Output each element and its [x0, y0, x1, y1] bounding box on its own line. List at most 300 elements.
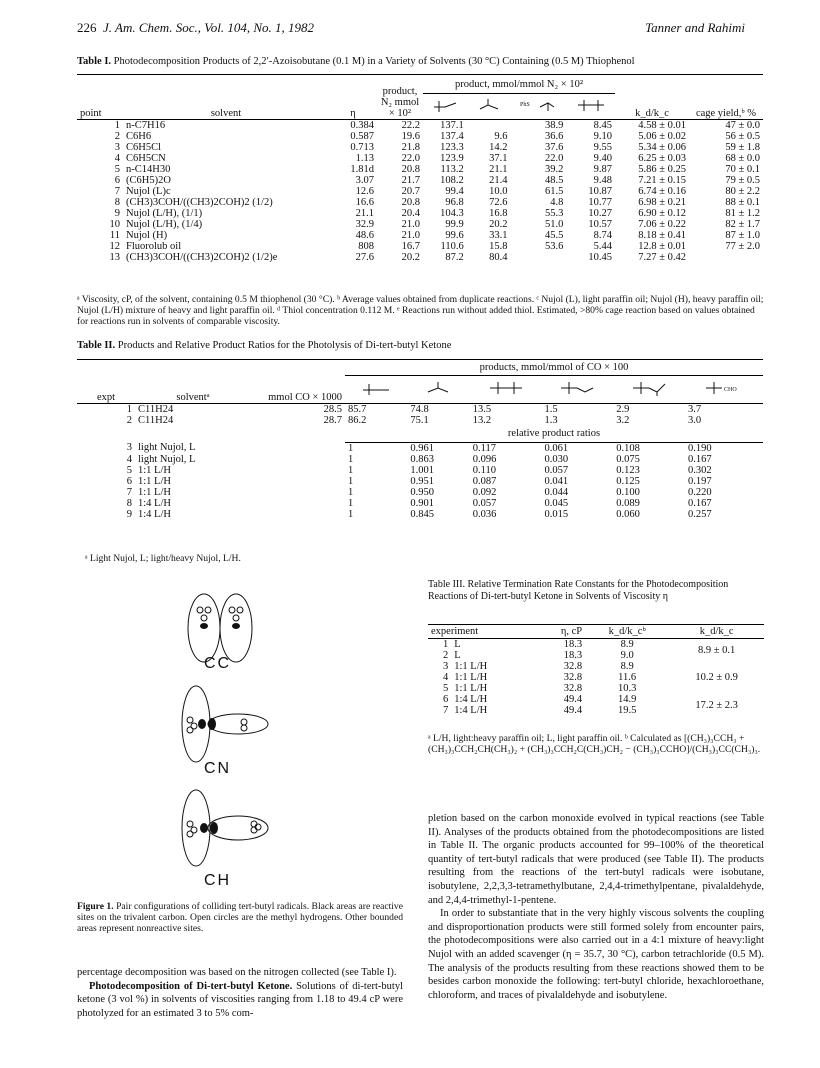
- t2-cell: 0.030: [544, 453, 569, 465]
- t1-cell: 37.1: [489, 153, 508, 164]
- t1-cell: 0.384: [350, 120, 374, 131]
- t1-cell: 87 ± 1.0: [725, 230, 760, 241]
- radical-pairs-diagram: [150, 586, 290, 906]
- isobutylene-icon: [407, 376, 469, 404]
- t1-cell: 37.6: [544, 142, 564, 153]
- table-row: [77, 219, 763, 230]
- t1-cell: 1.13: [355, 153, 374, 164]
- t2-cell: 1: [126, 404, 132, 415]
- t1-cell: 9.55: [593, 142, 612, 153]
- t1-cell: 36.6: [544, 131, 564, 142]
- t1-cell: 9.10: [593, 131, 612, 142]
- page-number: 226: [77, 20, 97, 35]
- table-row: [77, 131, 763, 142]
- t3-cell: 14.9: [617, 694, 637, 705]
- t3-cell: 18.3: [563, 650, 583, 661]
- t2-cell: 0.057: [472, 497, 497, 509]
- t2-cell: 1:4 L/H: [138, 497, 171, 509]
- t1-cell: 77 ± 2.0: [725, 241, 760, 252]
- t1-cell: (CH3)3COH/((CH3)2COH)2 (1/2): [126, 197, 273, 208]
- t1-cell: 22.2: [401, 120, 420, 131]
- t2-cell: 1: [348, 486, 354, 498]
- t1-cell: 7.27 ± 0.42: [638, 252, 686, 263]
- t1-cell: 55.3: [544, 208, 564, 219]
- t1-cell: 8.45: [593, 120, 612, 131]
- t1-cell: 20.2: [401, 252, 420, 263]
- t2-cell: 28.7: [323, 415, 342, 426]
- t1-cell: 108.2: [440, 175, 464, 186]
- t2-cell: 0.961: [410, 442, 434, 454]
- table-row: [77, 142, 763, 153]
- t1-cell: (CH3)3COH/((CH3)2COH)2 (1/2)e: [126, 252, 278, 263]
- t2-cell: 0.100: [616, 486, 640, 498]
- t1-cell: 21.0: [401, 230, 420, 241]
- t2-cell: 1.001: [410, 464, 434, 476]
- t1-cell: 21.8: [401, 142, 420, 153]
- table-row: [77, 120, 763, 132]
- t1-cell: 70 ± 0.1: [725, 164, 760, 175]
- t1-cell: 9.87: [593, 164, 612, 175]
- t2-cell: 0.125: [616, 475, 640, 487]
- t1-cell: 82 ± 1.7: [725, 219, 760, 230]
- t2-cell: 0.197: [687, 475, 712, 487]
- t3-cell: 49.4: [563, 694, 583, 705]
- t2-cell: C11H24: [138, 415, 174, 426]
- t1-cell: 22.0: [401, 153, 420, 164]
- t1-head-eta: η: [350, 108, 356, 119]
- t2-cell: 1: [348, 508, 354, 520]
- t1-cell: 8.18 ± 0.41: [638, 230, 686, 241]
- t1-cell: 8: [114, 197, 120, 208]
- table-row: [77, 415, 763, 426]
- t1-cell: 7.06 ± 0.22: [638, 219, 686, 230]
- t1-cell: 21.4: [489, 175, 508, 186]
- t2-cell: 1: [348, 497, 354, 509]
- t2-cell: 0.167: [687, 453, 712, 465]
- phenylthio-structure-icon: [510, 94, 566, 120]
- table-row: [77, 153, 763, 164]
- t3-cell: 10.3: [617, 683, 637, 694]
- t2-cell: 1: [348, 464, 354, 476]
- t2-cell: 1: [348, 453, 354, 465]
- t3-cell: 4: [443, 672, 449, 683]
- table3-footnote: ᵃ L/H, light:heavy paraffin oil; L, light paraffin oil. ᵇ Calculated as [(CH₃)₃CCH₃ + (CH₃)₃CCH₂CH(CH₃)₂ + (CH₃)₃CCH₂C(CH₃)CH₂ − (CH₃)₃CCHO]/(CH₃)₃CC(CH₃)₃.: [428, 733, 761, 755]
- t1-cell: 16.7: [401, 241, 420, 252]
- table2-footnote: ᵃ Light Nujol, L; light/heavy Nujol, L/H.: [85, 553, 241, 564]
- body-paragraph: percentage decomposition was based on the nitrogen collected (see Table I).: [77, 967, 397, 978]
- t1-cell: 2: [114, 131, 120, 142]
- t1-cell: 9: [114, 208, 120, 219]
- t2-cell: 1:1 L/H: [138, 475, 171, 487]
- t2-cell: 5: [126, 464, 132, 476]
- t2-cell: [251, 476, 345, 487]
- t3-cell: 32.8: [563, 683, 583, 694]
- t1-cell: 51.0: [544, 219, 564, 230]
- t1-cell: 6.90 ± 0.12: [638, 208, 686, 219]
- t2-cell: 0.044: [544, 486, 569, 498]
- table-row: [77, 454, 763, 465]
- t1-cell: 6.98 ± 0.21: [638, 197, 686, 208]
- table-row: [77, 175, 763, 186]
- t1-head-kd: k_d/k_c: [635, 108, 669, 119]
- t2-cell: 0.190: [687, 442, 712, 454]
- t1-cell: 4: [114, 153, 120, 164]
- t2-cell: 9: [126, 508, 132, 520]
- t1-cell: 21.0: [401, 219, 420, 230]
- t3-cell: 5: [443, 683, 449, 694]
- t1-cell: 47 ± 0.0: [725, 120, 760, 131]
- t1-cell: 99.9: [445, 219, 464, 230]
- t3-cell: 1:1 L/H: [454, 683, 488, 694]
- t2-cell: 0.096: [472, 453, 497, 465]
- t1-cell: 10.77: [588, 197, 612, 208]
- table1-caption: Table I. Photodecomposition Products of 2,2′-Azoisobutane (0.1 M) in a Variety of Solvents (30 °C) Containing (0.5 M) Thiophenol: [77, 56, 635, 67]
- t2-cell: 3.2: [616, 415, 630, 426]
- t2-cell: 0.075: [616, 453, 640, 465]
- t1-head-point: point: [80, 108, 102, 119]
- t1-cell: 80.4: [489, 252, 508, 263]
- t2-cell: 3: [126, 442, 132, 454]
- t2-cell: [251, 465, 345, 476]
- t1-cell: 5: [114, 164, 120, 175]
- t1-cell: 7.21 ± 0.15: [638, 175, 686, 186]
- t2-cell: 28.5: [323, 404, 342, 415]
- t2-cell: 86.2: [348, 415, 367, 426]
- table-row: [77, 442, 763, 454]
- isobutane-structure-icon: [423, 94, 467, 120]
- table-row: [77, 197, 763, 208]
- t3-head-exp: experiment: [431, 626, 479, 637]
- t3-cell: 9.0: [620, 650, 634, 661]
- t2-cell: 3.0: [687, 415, 702, 426]
- t1-cell: 20.2: [489, 219, 508, 230]
- t1-cell: 0.713: [350, 142, 374, 153]
- t2-cell: 0.092: [472, 486, 497, 498]
- figure-label-cc: CC: [204, 655, 232, 672]
- t1-cell: 81 ± 1.2: [725, 208, 760, 219]
- table3-caption: Table III. Relative Termination Rate Constants for the Photodecomposition Reactions of Di-tert-butyl Ketone in Solvents of Viscosity η: [428, 579, 729, 602]
- t3-cell: 8.9: [620, 639, 634, 650]
- t1-cell: 16.8: [489, 208, 508, 219]
- trimethylpentene-icon: [613, 376, 685, 404]
- t1-cell: 6.25 ± 0.03: [638, 153, 686, 164]
- tetramethylbutane-structure-icon: [566, 94, 615, 120]
- t2-head-solvent: solventᵃ: [176, 392, 210, 403]
- t1-cell: 8.74: [593, 230, 612, 241]
- t2-cell: 7: [126, 486, 132, 498]
- t3-cell: 1:4 L/H: [454, 705, 488, 716]
- table-row: [77, 164, 763, 175]
- t2-cell: 0.863: [410, 453, 434, 465]
- t2-cell: 1:4 L/H: [138, 508, 171, 520]
- t1-cell: 99.6: [445, 230, 464, 241]
- t2-cell: 1: [348, 475, 354, 487]
- t2-cell: 0.845: [410, 508, 434, 520]
- table-row: [77, 208, 763, 219]
- t3-cell: 1:1 L/H: [454, 661, 488, 672]
- t2-cell: 0.302: [687, 464, 712, 476]
- t2-cell: 0.057: [544, 464, 569, 476]
- t1-cell: 45.5: [544, 230, 564, 241]
- table-row: [428, 694, 764, 705]
- t1-cell: 110.6: [440, 241, 464, 252]
- table-row: [77, 241, 763, 252]
- t2-cell: 4: [126, 453, 132, 465]
- t1-cell: 123.9: [440, 153, 464, 164]
- t2-cell: [251, 487, 345, 498]
- t1-cell: (C6H5)2O: [126, 175, 171, 186]
- body-paragraph: In order to substantiate that in the very highly viscous solvents the coupling and disproportionation products were still formed solely from encounter pairs, the photodecompositions were also carried out in a 4:1 mixture of heavy:light Nujol with an added scavenger (η = 35.7, 30 °C), carbon tetrachloride (0.5 M). The analysis of the products resulting from these reactions showed them to be besides carbon monoxide the following: tert-butyl chloride, hexachloroethane, chloroform, and traces of pivalaldehyde and isobutylene.: [428, 908, 764, 1001]
- t2-cell: 2.9: [616, 404, 630, 415]
- t1-cell: 21.7: [401, 175, 420, 186]
- t2-cell: 1:1 L/H: [138, 464, 171, 476]
- body-right-column: [428, 812, 764, 1002]
- t2-cell: 13.2: [472, 415, 492, 426]
- t2-cell: 85.7: [348, 404, 367, 415]
- t2-cell: 1: [348, 442, 354, 454]
- tetramethylbutane-icon: [470, 376, 542, 404]
- t3-avg-cell: 8.9 ± 0.1: [697, 644, 736, 656]
- t2-cell: 0.123: [616, 464, 640, 476]
- t1-cell: 21.1: [489, 164, 508, 175]
- figure1: [150, 586, 290, 906]
- journal-reference: J. Am. Chem. Soc., Vol. 104, No. 1, 1982: [103, 20, 314, 35]
- t3-cell: 32.8: [563, 672, 583, 683]
- t2-cell: 0.041: [544, 475, 569, 487]
- t3-cell: 3: [443, 661, 449, 672]
- t1-cell: 32.9: [355, 219, 374, 230]
- t3-cell: L: [454, 639, 461, 650]
- t1-cell: 48.6: [355, 230, 374, 241]
- t1-cell: 33.1: [489, 230, 508, 241]
- t1-cell: 5.86 ± 0.25: [638, 164, 686, 175]
- t2-cell: 0.110: [472, 464, 496, 476]
- figure-label-cn: CN: [204, 760, 232, 777]
- t1-cell: n-C14H30: [126, 164, 171, 175]
- figure1-caption: Figure 1. Pair configurations of colliding tert-butyl radicals. Black areas are reactive sites on the trivalent carbon. Open circles are the methyl hydrogens. Other bounded areas represent nonreactive sites.: [77, 901, 403, 935]
- t2-cell: 0.901: [410, 497, 434, 509]
- t1-cell: 27.6: [355, 252, 374, 263]
- t1-cell: 14.2: [489, 142, 508, 153]
- t1-cell: 10.0: [489, 186, 508, 197]
- t2-subhead: relative product ratios: [345, 426, 763, 442]
- table-row: [77, 230, 763, 241]
- t1-cell: 6.74 ± 0.16: [638, 186, 686, 197]
- t2-cell: 13.5: [472, 404, 492, 415]
- t2-cell: 0.950: [410, 486, 434, 498]
- table2-caption: Table II. Products and Relative Product Ratios for the Photolysis of Di-tert-butyl Ketone: [77, 340, 452, 351]
- t1-cell: 88 ± 0.1: [725, 197, 760, 208]
- t1-cell: [467, 120, 511, 132]
- t1-cell: 10.87: [588, 186, 612, 197]
- t1-cell: Nujol (H): [126, 230, 168, 241]
- t2-cell: 0.015: [544, 508, 569, 520]
- t1-cell: 19.6: [401, 131, 420, 142]
- t2-cell: 0.167: [687, 497, 712, 509]
- t1-cell: 4.58 ± 0.01: [638, 120, 686, 131]
- t1-cell: C6H5Cl: [126, 142, 162, 153]
- t2-head-mmol: mmol CO × 1000: [268, 392, 342, 403]
- body-paragraph: Photodecomposition of Di-tert-butyl Ketone. Solutions of di-tert-butyl ketone (3 vol %) in solvents of viscosities ranging from 1.18 to 49.4 cP were photolyzed for an estimated 3 to 5% com-: [77, 980, 403, 1019]
- isobutylene-structure-icon: [467, 94, 511, 120]
- t1-cell: 79 ± 0.5: [725, 175, 760, 186]
- t1-head-group: product, mmol/mmol N₂ × 10²: [423, 75, 615, 94]
- t1-cell: 7: [114, 186, 120, 197]
- table3: [428, 624, 764, 716]
- t2-cell: [251, 498, 345, 509]
- t2-cell: 0.045: [544, 497, 569, 509]
- table1-footnote: ᵃ Viscosity, cP, of the solvent, containing 0.5 M thiophenol (30 °C). ᵇ Average values obtained from duplicate reactions. ᶜ Nujol (L), light paraffin oil; Nujol (H), heavy paraffin oil; Nujol (L/H) mixture of heavy and light paraffin oil. ᵈ Thiol concentration 0.112 M. ᵉ Reactions run without added thiol. Estimated, >80% cage reaction based on values obtained for reactions run in solvents of comparable viscosity.: [77, 294, 764, 327]
- t2-cell: 0.060: [616, 508, 640, 520]
- t1-cell: 1: [114, 120, 120, 131]
- t1-cell: 21.1: [355, 208, 374, 219]
- t1-cell: 48.5: [544, 175, 564, 186]
- t2-cell: 1:1 L/H: [138, 486, 171, 498]
- svg-text:PhS: PhS: [520, 102, 531, 108]
- table-row: [428, 661, 764, 672]
- t1-cell: 3: [114, 142, 120, 153]
- table-row: [77, 476, 763, 487]
- t1-cell: 96.8: [445, 197, 464, 208]
- t1-cell: 11: [109, 230, 120, 241]
- t1-cell: 16.6: [355, 197, 374, 208]
- t1-cell: 38.9: [544, 120, 564, 131]
- t3-avg-cell: 10.2 ± 0.9: [695, 672, 738, 683]
- t2-cell: 6: [126, 475, 132, 487]
- t1-cell: 9.6: [494, 131, 508, 142]
- t1-cell: 20.8: [401, 164, 420, 175]
- table2: [77, 359, 763, 520]
- t1-cell: 10: [109, 219, 120, 230]
- t2-cell: C11H24: [138, 404, 174, 415]
- t3-cell: 1:4 L/H: [454, 694, 488, 705]
- t1-cell: 39.2: [544, 164, 564, 175]
- authors: Tanner and Rahimi: [645, 20, 745, 35]
- t3-cell: 6: [443, 694, 449, 705]
- t1-cell: 80 ± 2.2: [725, 186, 760, 197]
- t1-cell: C6H5CN: [126, 153, 166, 164]
- t1-cell: 10.45: [588, 252, 612, 263]
- t1-cell: 3.07: [355, 175, 374, 186]
- t1-cell: 104.3: [440, 208, 464, 219]
- t1-cell: C6H6: [126, 131, 152, 142]
- table-row: [77, 186, 763, 197]
- t2-cell: 0.087: [472, 475, 497, 487]
- t3-cell: 18.3: [563, 639, 583, 650]
- t1-cell: 113.2: [440, 164, 464, 175]
- t3-cell: 11.6: [618, 672, 637, 683]
- figure-label-ch: CH: [204, 872, 232, 889]
- t2-head-group: products, mmol/mmol of CO × 100: [345, 360, 763, 376]
- t2-cell: 0.117: [472, 442, 496, 454]
- t3-cell: L: [454, 650, 461, 661]
- t3-cell: 2: [443, 650, 449, 661]
- t1-head-productN2: product, N₂ mmol × 10²: [380, 86, 420, 119]
- body-paragraph: pletion based on the carbon monoxide evolved in typical reactions (see Table II). Analyses of the products obtained from the photodecompositions are listed in Table II. The organic products accounted for 99–100% of the theoretical quantity of tert-butyl radicals that were produced (see Table II). The products resulting from the reactions of the tert-butyl radicals were isobutane, isobutylene, 2,2,3,3-tetramethylbutane, 2,4,4-trimethylpentane, pivalaldehyde, and 2,4,4-trimethyl-1-pentene.: [428, 813, 764, 906]
- t3-head-kdkc2: k_d/k_c: [699, 626, 734, 637]
- t1-cell: 5.44: [593, 241, 612, 252]
- t1-cell: 59 ± 1.8: [725, 142, 760, 153]
- t1-cell: 20.7: [401, 186, 420, 197]
- t3-cell: 32.8: [563, 661, 583, 672]
- t2-cell: 3.7: [687, 404, 702, 415]
- t2-cell: 1.5: [544, 404, 558, 415]
- t3-cell: 19.5: [617, 705, 637, 716]
- t1-cell: 99.4: [445, 186, 464, 197]
- t1-cell: 123.3: [440, 142, 464, 153]
- t1-cell: 15.8: [489, 241, 508, 252]
- t1-cell: Nujol (L)c: [126, 186, 171, 197]
- t1-cell: 6: [114, 175, 120, 186]
- t2-head-expt: expt: [96, 392, 116, 403]
- t3-head-eta: η, cP: [560, 626, 583, 637]
- t1-cell: [689, 252, 763, 263]
- t3-cell: 49.4: [563, 705, 583, 716]
- t1-cell: 20.4: [401, 208, 420, 219]
- t1-cell: 137.1: [440, 120, 464, 131]
- t2-cell: 0.061: [544, 442, 569, 454]
- pivalaldehyde-icon: [685, 376, 763, 404]
- table-row: [77, 252, 763, 263]
- t1-cell: 12.6: [355, 186, 374, 197]
- t1-cell: 68 ± 0.0: [725, 153, 760, 164]
- t1-head-cage: cage yield,ᵇ %: [695, 108, 757, 119]
- t1-cell: [510, 252, 566, 263]
- t2-cell: light Nujol, L: [138, 453, 196, 465]
- t1-cell: n-C7H16: [126, 120, 166, 131]
- t1-cell: 9.48: [593, 175, 612, 186]
- t3-cell: 7: [443, 705, 449, 716]
- t2-cell: 8: [126, 497, 132, 509]
- table-row: [428, 639, 764, 651]
- t2-cell: 0.108: [616, 442, 640, 454]
- t3-cell: 1:1 L/H: [454, 672, 488, 683]
- t1-cell: 808: [358, 241, 374, 252]
- t3-avg-cell: 17.2 ± 2.3: [695, 699, 738, 711]
- t3-head-kdkc: k_d/k_cᵇ: [608, 626, 646, 637]
- t1-cell: 22.0: [544, 153, 564, 164]
- t1-cell: 1.81d: [350, 164, 374, 175]
- table-row: [77, 498, 763, 509]
- t2-cell: [251, 509, 345, 520]
- t2-cell: 74.8: [410, 404, 429, 415]
- svg-text:CHO: CHO: [723, 387, 737, 393]
- t1-cell: 87.2: [445, 252, 464, 263]
- t2-cell: light Nujol, L: [138, 442, 196, 454]
- t1-cell: Fluorolub oil: [126, 241, 182, 252]
- t2-cell: [251, 442, 345, 454]
- t1-cell: 53.6: [544, 241, 564, 252]
- t2-cell: 2: [126, 415, 132, 426]
- t1-cell: 20.8: [401, 197, 420, 208]
- t1-cell: Nujol (L/H), (1/1): [126, 208, 203, 219]
- table-row: [77, 509, 763, 520]
- t2-cell: 0.036: [472, 508, 497, 520]
- t2-cell: [251, 454, 345, 465]
- t2-cell: 1.3: [544, 415, 558, 426]
- t1-cell: 10.27: [588, 208, 612, 219]
- t1-cell: 12: [109, 241, 120, 252]
- isobutane-icon: [345, 376, 407, 404]
- t2-cell: 0.951: [410, 475, 434, 487]
- t1-cell: Nujol (L/H), (1/4): [126, 219, 203, 230]
- t1-cell: 56 ± 0.5: [725, 131, 760, 142]
- t1-cell: 61.5: [544, 186, 564, 197]
- table1: [77, 74, 763, 263]
- t2-cell: 0.257: [687, 508, 712, 520]
- t1-cell: 4.8: [550, 197, 564, 208]
- t1-cell: 5.34 ± 0.06: [638, 142, 686, 153]
